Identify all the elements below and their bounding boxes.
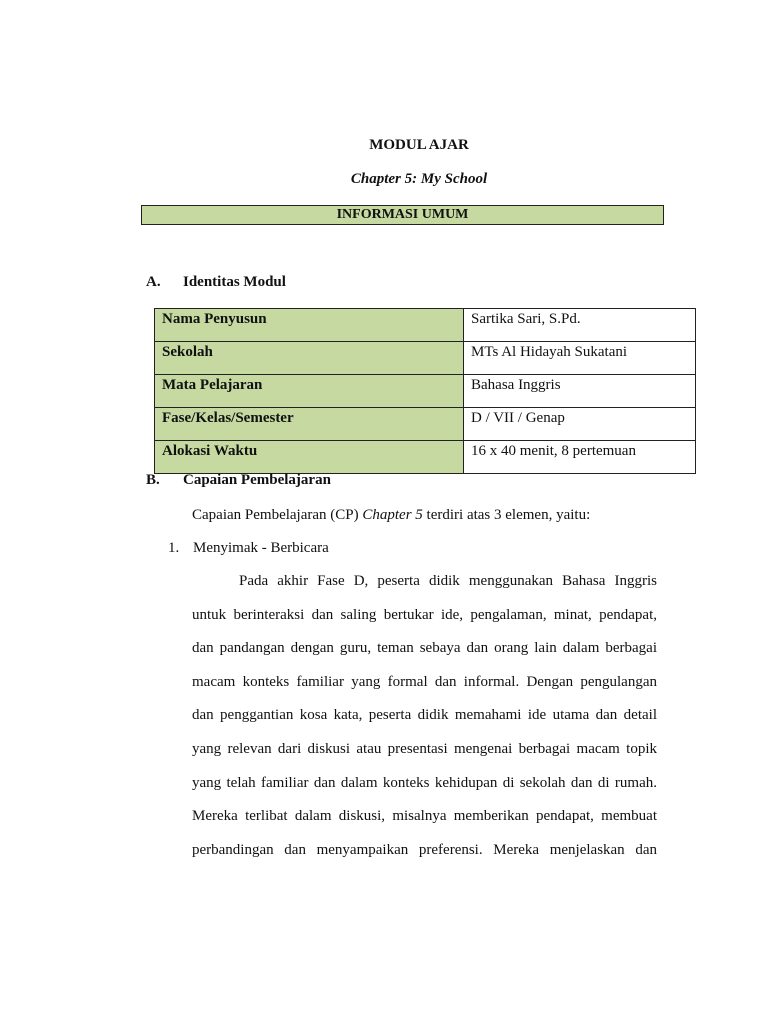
- section-a-number: A.: [146, 274, 161, 290]
- table-row: [155, 408, 696, 441]
- row-label: Sekolah: [155, 342, 464, 375]
- cp-intro-chapter: Chapter 5: [362, 507, 423, 523]
- row-label: Fase/Kelas/Semester: [155, 408, 464, 441]
- paragraph-line: untuk berinteraksi dan saling bertukar ide, pengalaman, minat, pendapat,: [192, 606, 657, 623]
- info-header-bar: INFORMASI UMUM: [141, 205, 664, 225]
- table-row: [155, 309, 696, 342]
- list-item-label: Menyimak - Berbicara: [193, 540, 329, 556]
- list-item: [168, 532, 329, 566]
- row-value: Bahasa Inggris: [464, 375, 696, 408]
- paragraph-line: yang telah familiar dan dalam konteks kehidupan di sekolah dan di rumah.: [192, 774, 657, 791]
- paragraph-line: dan pandangan dengan guru, teman sebaya dan orang lain dalam berbagai: [192, 640, 657, 657]
- row-value: MTs Al Hidayah Sukatani: [464, 342, 696, 375]
- row-label: Alokasi Waktu: [155, 441, 464, 474]
- paragraph-line: yang relevan dari diskusi atau presentasi mengenai berbagai macam topik: [192, 740, 657, 757]
- cp-intro: [192, 499, 590, 533]
- document-subtitle: Chapter 5: My School: [350, 171, 488, 187]
- cp-intro-rest: terdiri atas 3 elemen, yaitu:: [422, 507, 591, 523]
- row-value: 16 x 40 menit, 8 pertemuan: [464, 441, 696, 474]
- table-row: [155, 375, 696, 408]
- paragraph-line: perbandingan dan menyampaikan preferensi. Mereka menjelaskan dan: [192, 841, 657, 858]
- table-row: [155, 342, 696, 375]
- table-row: [155, 441, 696, 474]
- section-b-number: B.: [146, 472, 160, 488]
- section-b-title: Capaian Pembelajaran: [183, 472, 331, 488]
- document-title: MODUL AJAR: [369, 137, 469, 153]
- row-value: D / VII / Genap: [464, 408, 696, 441]
- list-item-number: 1.: [168, 540, 180, 556]
- row-value: Sartika Sari, S.Pd.: [464, 309, 696, 342]
- row-label: Nama Penyusun: [155, 309, 464, 342]
- row-label: Mata Pelajaran: [155, 375, 464, 408]
- paragraph-line: Mereka terlibat dalam diskusi, misalnya memberikan pendapat, membuat: [192, 808, 657, 825]
- section-a-title: Identitas Modul: [183, 274, 286, 290]
- identity-table: [154, 308, 696, 474]
- paragraph-line: dan penggantian kosa kata, peserta didik memahami ide utama dan detail: [192, 707, 657, 724]
- paragraph-line: Pada akhir Fase D, peserta didik menggunakan Bahasa Inggris: [239, 573, 657, 589]
- cp-intro-text: Capaian Pembelajaran (CP): [192, 507, 363, 523]
- paragraph-line: macam konteks familiar yang formal dan informal. Dengan pengulangan: [192, 673, 657, 690]
- cp-paragraph: [192, 565, 657, 867]
